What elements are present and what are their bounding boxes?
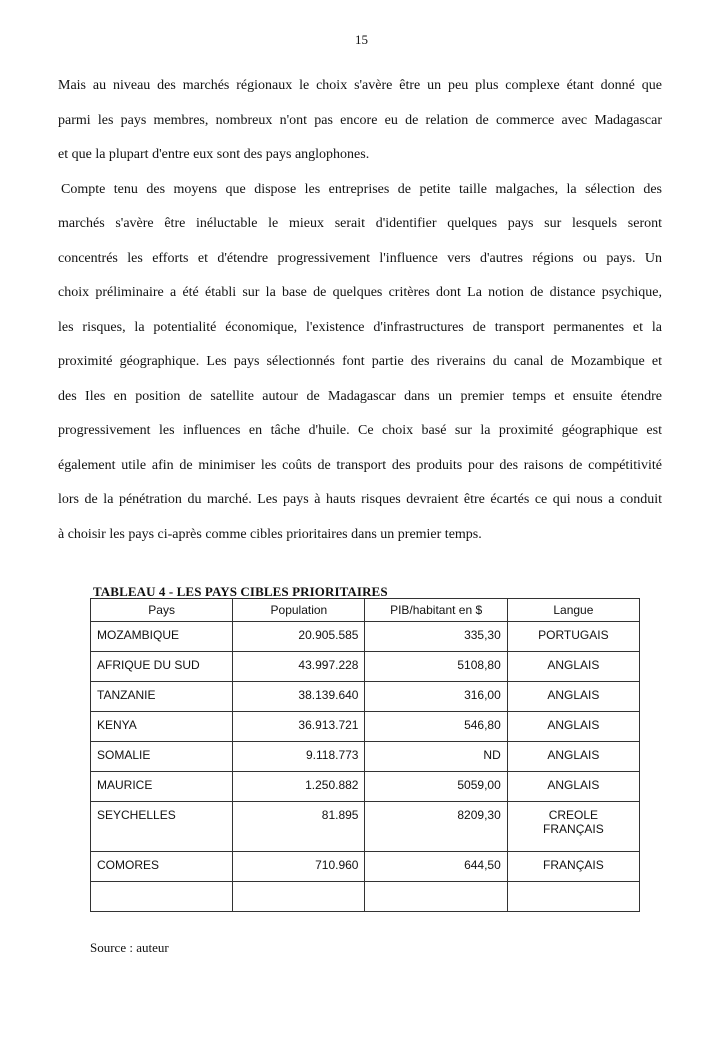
- cell-pays: AFRIQUE DU SUD: [91, 652, 233, 682]
- cell-empty: [507, 882, 639, 912]
- table-row: [91, 652, 640, 682]
- cell-pib: 5108,80: [365, 652, 507, 682]
- cell-pib: 5059,00: [365, 772, 507, 802]
- cell-langue: ANGLAIS: [507, 652, 639, 682]
- paragraph-line: parmi les pays membres, nombreux n'ont pas encore eu de relation de commerce avec Madagascar: [58, 112, 662, 128]
- langue-line: FRANÇAIS: [543, 822, 604, 836]
- cell-population: 38.139.640: [233, 682, 365, 712]
- header-langue: Langue: [507, 599, 639, 622]
- countries-table: [90, 598, 640, 912]
- cell-pays: SOMALIE: [91, 742, 233, 772]
- paragraph-line: progressivement les influences en tâche d'huile. Ce choix basé sur la proximité géographique est: [58, 423, 662, 438]
- cell-pays: MOZAMBIQUE: [91, 622, 233, 652]
- table-row: [91, 852, 640, 882]
- cell-langue: ANGLAIS: [507, 712, 639, 742]
- table-row: [91, 772, 640, 802]
- cell-empty: [365, 882, 507, 912]
- cell-population: 710.960: [233, 852, 365, 882]
- langue-line: CREOLE: [548, 808, 599, 822]
- cell-population: 1.250.882: [233, 772, 365, 802]
- cell-langue: ANGLAIS: [507, 772, 639, 802]
- table-title: TABLEAU 4 - LES PAYS CIBLES PRIORITAIRES: [93, 584, 388, 599]
- table-row: [91, 802, 640, 852]
- table-row: [91, 622, 640, 652]
- cell-pib: 546,80: [365, 712, 507, 742]
- paragraph-line: Mais au niveau des marchés régionaux le choix s'avère être un peu plus complexe étant donné que: [58, 78, 662, 93]
- paragraph-line: marchés s'avère être inéluctable le mieux serait d'identifier quelques pays sur lesquels seront: [58, 216, 662, 231]
- header-pays: Pays: [91, 599, 233, 622]
- paragraph-line: également utile afin de minimiser les coûts de transport des produits pour des raisons de compétitivité: [58, 457, 662, 473]
- header-pib: PIB/habitant en $: [365, 599, 507, 622]
- paragraph-line: lors de la pénétration du marché. Les pays à hauts risques devraient être écartés ce qui nous a conduit: [58, 492, 662, 507]
- paragraph-line: Compte tenu des moyens que dispose les entreprises de petite taille malgaches, la sélection des: [61, 181, 662, 197]
- table-row-empty: [91, 882, 640, 912]
- cell-pays: SEYCHELLES: [91, 802, 233, 852]
- paragraph-line: des Iles en position de satellite autour de Madagascar dans un premier temps et ensuite étendre: [58, 388, 662, 404]
- cell-empty: [233, 882, 365, 912]
- paragraph-line: choix préliminaire a été établi sur la base de quelques critères dont La notion de distance psychique,: [58, 285, 662, 300]
- paragraph-line: concentrés les efforts et d'étendre progressivement l'influence vers d'autres régions ou pays. Un: [58, 250, 662, 266]
- cell-langue: [507, 802, 639, 852]
- page-number: 15: [355, 32, 368, 47]
- cell-population: 20.905.585: [233, 622, 365, 652]
- paragraph-line: et que la plupart d'entre eux sont des pays anglophones.: [58, 147, 370, 162]
- paragraph-line: les risques, la potentialité économique, l'existence d'infrastructures de transport permanentes et la: [58, 319, 662, 335]
- cell-population: 81.895: [233, 802, 365, 852]
- cell-pib: 335,30: [365, 622, 507, 652]
- paragraph-line: à choisir les pays ci-après comme cibles prioritaires dans un premier temps.: [58, 526, 482, 542]
- cell-population: 9.118.773: [233, 742, 365, 772]
- cell-pays: TANZANIE: [91, 682, 233, 712]
- cell-langue: ANGLAIS: [507, 742, 639, 772]
- body-text: [58, 69, 662, 552]
- cell-pib: ND: [365, 742, 507, 772]
- cell-pays: KENYA: [91, 712, 233, 742]
- table-row: [91, 742, 640, 772]
- cell-pays: MAURICE: [91, 772, 233, 802]
- table-row: [91, 682, 640, 712]
- cell-langue: FRANÇAIS: [507, 852, 639, 882]
- cell-pays: COMORES: [91, 852, 233, 882]
- table-row: [91, 712, 640, 742]
- cell-population: 36.913.721: [233, 712, 365, 742]
- cell-pib: 316,00: [365, 682, 507, 712]
- table-header-row: [91, 599, 640, 622]
- cell-pib: 8209,30: [365, 802, 507, 852]
- header-population: Population: [233, 599, 365, 622]
- cell-langue: ANGLAIS: [507, 682, 639, 712]
- table-source: Source : auteur: [90, 940, 169, 955]
- cell-pib: 644,50: [365, 852, 507, 882]
- cell-population: 43.997.228: [233, 652, 365, 682]
- cell-empty: [91, 882, 233, 912]
- cell-langue: PORTUGAIS: [507, 622, 639, 652]
- paragraph-line: proximité géographique. Les pays sélectionnés font partie des riverains du canal de Mozambique et: [58, 354, 662, 369]
